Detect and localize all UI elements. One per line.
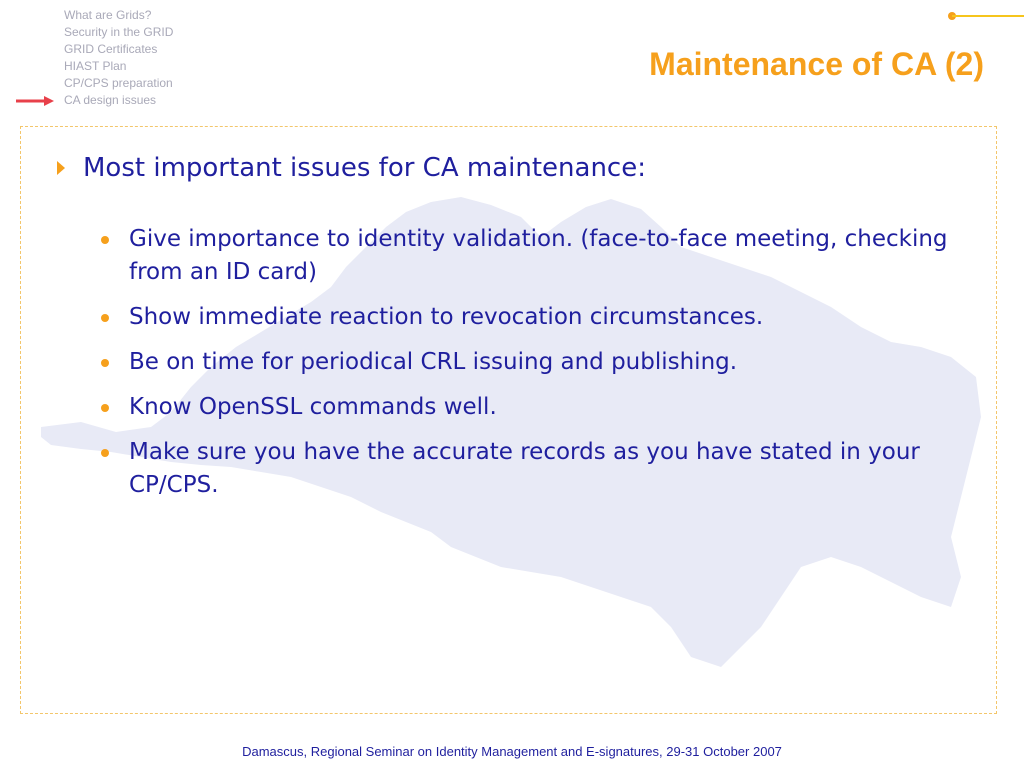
bullet-dot-icon bbox=[101, 314, 109, 322]
bullet-dot-icon bbox=[101, 236, 109, 244]
bullet-dot-icon bbox=[101, 449, 109, 457]
lead-marker-icon bbox=[57, 161, 65, 175]
bullet-dot-icon bbox=[101, 404, 109, 412]
bullet-text: Make sure you have the accurate records as you have stated in your CP/CPS. bbox=[129, 439, 920, 498]
outline-item-grids[interactable]: What are Grids? bbox=[64, 8, 152, 22]
slide-title: Maintenance of CA (2) bbox=[649, 46, 984, 82]
bullet-item bbox=[97, 301, 977, 334]
decorative-line-icon bbox=[944, 8, 1024, 24]
bullet-item bbox=[97, 391, 977, 424]
bullet-text: Be on time for periodical CRL issuing and publishing. bbox=[129, 349, 738, 375]
outline-item-ca-design[interactable]: CA design issues bbox=[64, 93, 157, 107]
bullet-text: Give importance to identity validation. (face-to-face meeting, checking from an ID card) bbox=[129, 226, 948, 285]
outline-nav bbox=[64, 7, 173, 109]
bullet-item bbox=[97, 223, 977, 289]
lead-point bbox=[57, 153, 646, 183]
outline-item-security[interactable]: Security in the GRID bbox=[64, 25, 174, 39]
outline-item-hiast-plan[interactable]: HIAST Plan bbox=[64, 59, 127, 73]
outline-item-certificates[interactable]: GRID Certificates bbox=[64, 42, 158, 56]
bullet-dot-icon bbox=[101, 359, 109, 367]
bullet-item bbox=[97, 346, 977, 379]
current-section-arrow-icon bbox=[16, 95, 56, 107]
lead-text: Most important issues for CA maintenance: bbox=[83, 153, 646, 183]
bullet-text: Show immediate reaction to revocation circumstances. bbox=[129, 304, 764, 330]
outline-item-cp-cps[interactable]: CP/CPS preparation bbox=[64, 76, 173, 90]
content-area bbox=[20, 126, 997, 714]
slide-footer: Damascus, Regional Seminar on Identity Management and E-signatures, 29-31 October 2007 bbox=[242, 744, 782, 759]
bullet-list bbox=[97, 223, 977, 514]
bullet-item bbox=[97, 436, 977, 502]
bullet-text: Know OpenSSL commands well. bbox=[129, 394, 497, 420]
